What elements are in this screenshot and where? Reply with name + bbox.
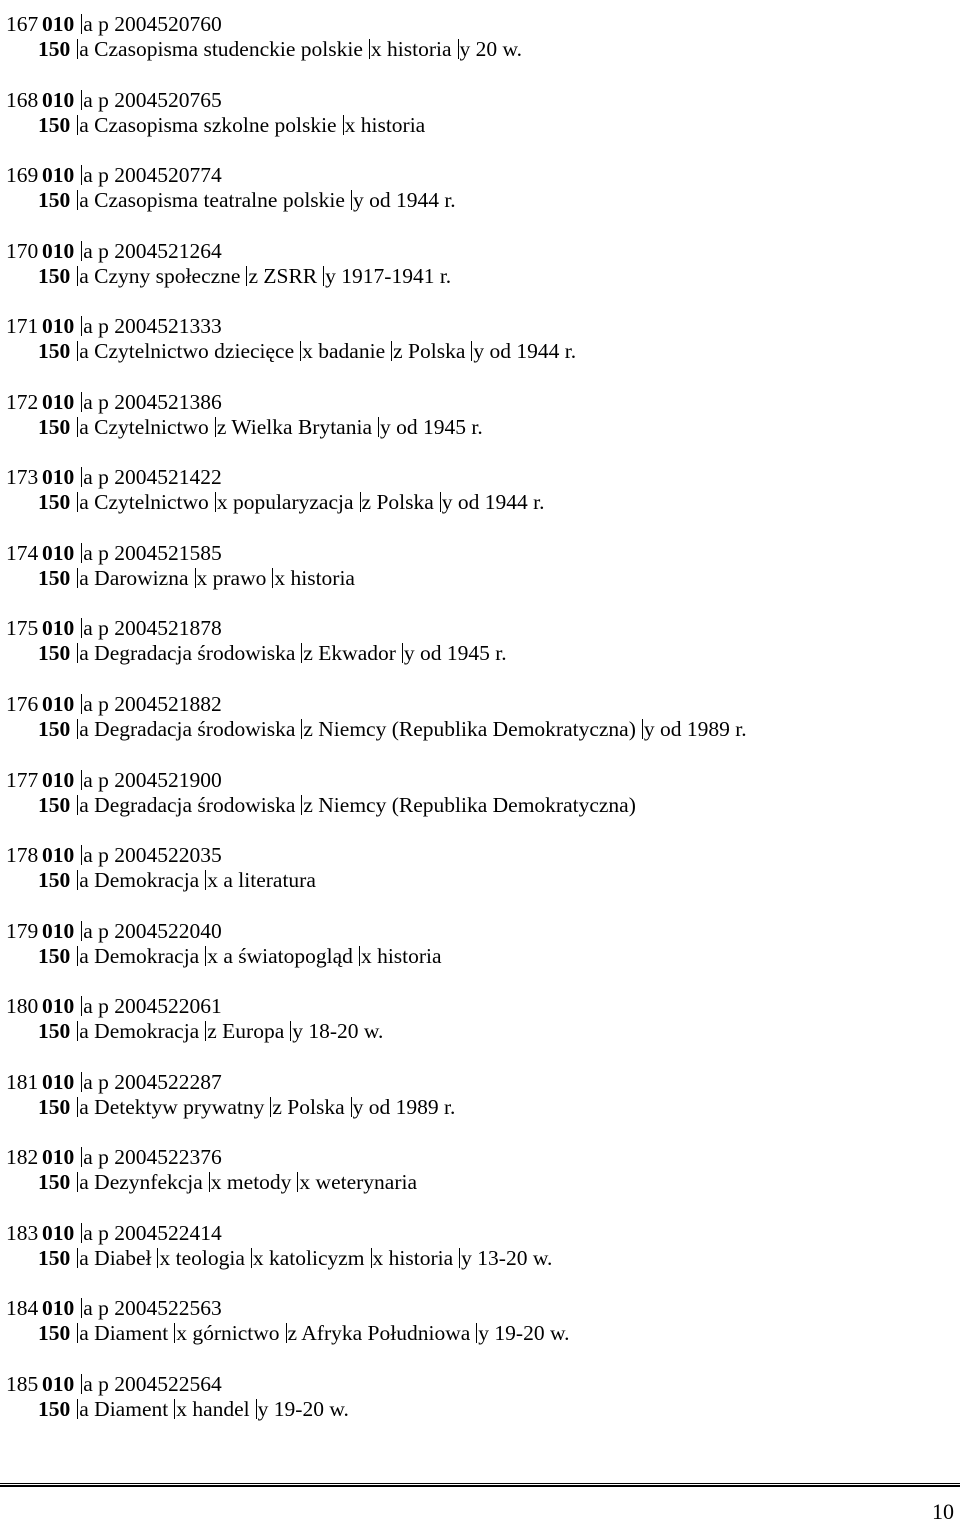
subfield-text: p 2004522414 [98, 1220, 222, 1245]
subfield-code-a: a [83, 1296, 93, 1321]
subfield-text: od 1989 r. [660, 716, 747, 741]
subfield-code-z: z [393, 339, 403, 364]
subfield-code-z: z [303, 641, 313, 666]
subfield-code-x: x [360, 943, 372, 968]
record-line-010 [6, 541, 222, 565]
record-line-010 [6, 1221, 222, 1245]
subfield-code-a: a [79, 37, 89, 61]
subfield-code-z: z [303, 792, 313, 817]
subfield-text: p 2004522287 [98, 1069, 222, 1094]
subfield-separator [440, 492, 441, 512]
field-tag: 150 [38, 188, 71, 213]
subfield-separator [351, 1097, 352, 1117]
subfield-code-y: y [643, 716, 655, 741]
record-line-010 [6, 1372, 222, 1396]
subfield-text: p 2004520774 [98, 163, 222, 188]
subfield-code-z: z [303, 716, 313, 741]
subfield-text: p 2004522040 [98, 918, 222, 943]
subfield-text: p 2004521585 [98, 540, 222, 565]
record-number: 171 [6, 314, 39, 339]
subfield-text: Diament [94, 1396, 169, 1421]
subfield-text: od 1944 r. [489, 339, 577, 364]
subfield-code-a: a [79, 339, 89, 364]
record-number: 182 [6, 1145, 39, 1170]
subfield-code-x: x [299, 1170, 311, 1195]
field-tag: 010 [42, 314, 75, 339]
subfield-text: p 2004522376 [98, 1145, 222, 1170]
subfield-text: p 2004521900 [98, 767, 222, 792]
subfield-text: 19-20 w. [273, 1396, 349, 1421]
record-line-150 [38, 1397, 349, 1421]
subfield-text: od 1945 r. [420, 641, 507, 666]
record-number: 181 [6, 1069, 39, 1094]
subfield-code-a: a [79, 1170, 89, 1195]
subfield-code-y: y [441, 490, 453, 515]
subfield-text: Polska [287, 1094, 345, 1119]
subfield-code-y: y [352, 188, 364, 213]
subfield-text: Wielka Brytania [231, 414, 372, 439]
record-line-150 [38, 113, 425, 137]
record-number: 184 [6, 1296, 39, 1321]
subfield-text: Czasopisma teatralne polskie [94, 188, 345, 213]
subfield-code-a: a [79, 943, 89, 968]
subfield-code-a: a [79, 414, 89, 439]
record-number: 172 [6, 389, 39, 414]
subfield-code-z: z [216, 414, 227, 439]
record-number: 169 [6, 163, 39, 188]
record-line-150 [38, 641, 507, 665]
subfield-text: Czytelnictwo [94, 490, 209, 515]
field-tag: 150 [38, 943, 71, 968]
subfield-code-a: a [79, 1094, 89, 1119]
record-line-150 [38, 264, 451, 288]
record-line-150 [38, 868, 316, 892]
subfield-text: p 2004520765 [98, 87, 222, 112]
field-tag: 010 [42, 843, 75, 868]
subfield-code-a: a [83, 691, 93, 716]
record-number: 180 [6, 994, 39, 1019]
subfield-code-a: a [79, 490, 89, 515]
record-line-150 [38, 490, 545, 514]
subfield-code-a: a [79, 792, 89, 817]
record-line-150 [38, 793, 636, 817]
subfield-code-a: a [79, 1321, 89, 1346]
subfield-code-x: x [372, 1245, 384, 1270]
record-line-150 [38, 944, 442, 968]
field-tag: 010 [42, 465, 75, 490]
subfield-separator [256, 1399, 257, 1419]
subfield-text: górnictwo [192, 1321, 280, 1346]
subfield-text: Czytelnictwo [94, 414, 209, 439]
subfield-text: p 2004522563 [98, 1296, 222, 1321]
subfield-separator [300, 341, 301, 361]
record-number: 176 [6, 691, 39, 716]
subfield-code-y: y [461, 1245, 472, 1270]
subfield-text: Polska [376, 490, 434, 515]
record-number: 185 [6, 1371, 39, 1396]
record-line-150 [38, 1095, 455, 1119]
record-line-010 [6, 88, 222, 112]
subfield-separator [251, 1248, 252, 1268]
field-tag: 150 [38, 1245, 71, 1270]
record-line-010 [6, 465, 222, 489]
record-line-010 [6, 843, 222, 867]
subfield-code-x: x [159, 1245, 171, 1270]
subfield-text: weterynaria [315, 1170, 418, 1195]
record-line-150 [38, 717, 747, 741]
subfield-code-a: a [79, 188, 89, 213]
field-tag: 010 [42, 12, 75, 36]
record-line-150 [38, 1019, 383, 1043]
subfield-separator [458, 39, 459, 59]
subfield-text: Darowizna [94, 565, 189, 590]
subfield-separator [371, 1248, 372, 1268]
subfield-separator [215, 492, 216, 512]
subfield-code-z: z [361, 490, 372, 515]
subfield-separator [215, 417, 216, 437]
record-number: 170 [6, 238, 39, 263]
field-tag: 010 [42, 1145, 75, 1170]
subfield-code-x: x [207, 868, 218, 893]
record-number: 167 [6, 12, 39, 36]
subfield-separator [359, 946, 360, 966]
record-number: 177 [6, 767, 39, 792]
field-tag: 150 [38, 112, 71, 137]
subfield-code-y: y [352, 1094, 364, 1119]
subfield-text: Demokracja [94, 1019, 200, 1044]
field-tag: 150 [38, 641, 71, 666]
field-tag: 150 [38, 868, 71, 893]
subfield-text: historia [388, 1245, 454, 1270]
field-tag: 150 [38, 565, 71, 590]
record-line-150 [38, 415, 483, 439]
field-tag: 010 [42, 389, 75, 414]
subfield-text: prawo [212, 565, 267, 590]
subfield-code-a: a [83, 843, 93, 868]
field-tag: 150 [38, 792, 71, 817]
subfield-text: p 2004521333 [98, 314, 222, 339]
subfield-code-a: a [79, 1019, 89, 1044]
subfield-text: p 2004521264 [98, 238, 222, 263]
subfield-text: Degradacja środowiska [94, 792, 296, 817]
field-tag: 010 [42, 1069, 75, 1094]
subfield-code-a: a [83, 994, 93, 1019]
subfield-code-y: y [379, 414, 391, 439]
subfield-code-x: x [370, 37, 382, 61]
subfield-code-a: a [83, 87, 93, 112]
subfield-text: Czytelnictwo dziecięce [94, 339, 295, 364]
subfield-text: 19-20 w. [494, 1321, 570, 1346]
field-tag: 150 [38, 1396, 71, 1421]
field-tag: 010 [42, 87, 75, 112]
subfield-code-x: x [344, 112, 356, 137]
subfield-code-a: a [83, 540, 93, 565]
subfield-code-a: a [83, 1145, 93, 1170]
subfield-code-y: y [257, 1396, 269, 1421]
subfield-text: p 2004521882 [98, 691, 222, 716]
record-line-150 [38, 188, 456, 212]
subfield-text: Polska [408, 339, 466, 364]
field-tag: 150 [38, 490, 71, 515]
subfield-code-x: x [274, 565, 286, 590]
subfield-text: 18-20 w. [308, 1019, 384, 1044]
subfield-text: handel [192, 1396, 250, 1421]
subfield-code-a: a [79, 112, 89, 137]
subfield-separator [286, 1323, 287, 1343]
record-number: 183 [6, 1220, 39, 1245]
subfield-code-x: x [210, 1170, 222, 1195]
subfield-text: p 2004521422 [98, 465, 222, 490]
subfield-separator [360, 492, 361, 512]
record-number: 178 [6, 843, 39, 868]
subfield-text: katolicyzm [269, 1245, 365, 1270]
subfield-code-x: x [252, 1245, 264, 1270]
subfield-text: teologia [175, 1245, 245, 1270]
subfield-text: 13-20 w. [477, 1245, 553, 1270]
subfield-separator [378, 417, 379, 437]
subfield-separator [195, 568, 196, 588]
subfield-text: Demokracja [94, 868, 200, 893]
record-line-010 [6, 1145, 222, 1169]
field-tag: 150 [38, 263, 71, 288]
subfield-text: a literatura [223, 868, 316, 893]
subfield-text: od 1989 r. [368, 1094, 456, 1119]
field-tag: 010 [42, 994, 75, 1019]
record-line-010 [6, 692, 222, 716]
subfield-text: p 2004521878 [98, 616, 222, 641]
subfield-code-a: a [79, 263, 89, 288]
subfield-code-y: y [459, 37, 471, 61]
subfield-separator [642, 719, 643, 739]
subfield-text: Czasopisma szkolne polskie [94, 112, 337, 137]
subfield-text: p 2004520760 [98, 12, 222, 36]
subfield-code-y: y [403, 641, 415, 666]
subfield-code-a: a [83, 163, 93, 188]
subfield-separator [343, 115, 344, 135]
record-line-010 [6, 314, 222, 338]
subfield-code-a: a [79, 868, 89, 893]
subfield-separator [391, 341, 392, 361]
subfield-code-a: a [83, 1371, 93, 1396]
subfield-text: p 2004522035 [98, 843, 222, 868]
subfield-text: historia [387, 37, 452, 61]
subfield-text: Diabeł [94, 1245, 152, 1270]
field-tag: 150 [38, 37, 71, 61]
subfield-code-a: a [79, 1396, 89, 1421]
field-tag: 150 [38, 716, 71, 741]
record-line-150 [38, 339, 576, 363]
subfield-code-a: a [79, 565, 89, 590]
field-tag: 010 [42, 616, 75, 641]
subfield-code-a: a [83, 918, 93, 943]
subfield-code-z: z [272, 1094, 282, 1119]
subfield-separator [323, 266, 324, 286]
subfield-text: popularyzacja [232, 490, 354, 515]
record-line-010 [6, 390, 222, 414]
subfield-text: historia [360, 112, 426, 137]
subfield-text: Ekwador [318, 641, 396, 666]
record-line-010 [6, 994, 222, 1018]
record-line-150 [38, 37, 522, 61]
subfield-text: 20 w. [475, 37, 523, 61]
subfield-code-x: x [302, 339, 313, 364]
record-line-010 [6, 616, 222, 640]
subfield-code-x: x [196, 565, 208, 590]
subfield-text: Niemcy (Republika Demokratyczna) [318, 792, 636, 817]
field-tag: 150 [38, 1094, 71, 1119]
subfield-code-a: a [83, 1220, 93, 1245]
field-tag: 150 [38, 1170, 71, 1195]
field-tag: 150 [38, 1019, 71, 1044]
subfield-code-y: y [473, 339, 485, 364]
subfield-code-y: y [292, 1019, 303, 1044]
subfield-code-z: z [248, 263, 258, 288]
field-tag: 010 [42, 1296, 75, 1321]
subfield-code-x: x [176, 1321, 187, 1346]
subfield-text: historia [290, 565, 355, 590]
subfield-text: ZSRR [263, 263, 318, 288]
subfield-text: Detektyw prywatny [94, 1094, 265, 1119]
subfield-code-x: x [207, 943, 218, 968]
page-number: 10 [932, 1499, 954, 1524]
subfield-code-y: y [478, 1321, 490, 1346]
field-tag: 010 [42, 163, 75, 188]
field-tag: 010 [42, 238, 75, 263]
record-line-150 [38, 1246, 552, 1270]
field-tag: 010 [42, 767, 75, 792]
subfield-text: p 2004521386 [98, 389, 222, 414]
record-number: 173 [6, 465, 39, 490]
subfield-text: a światopogląd [223, 943, 353, 968]
record-line-010 [6, 768, 222, 792]
subfield-text: Niemcy (Republika Demokratyczna) [318, 716, 636, 741]
subfield-text: Czasopisma studenckie polskie [94, 37, 363, 61]
field-tag: 010 [42, 918, 75, 943]
subfield-text: od 1944 r. [369, 188, 456, 213]
subfield-code-a: a [83, 465, 93, 490]
record-number: 174 [6, 540, 39, 565]
field-tag: 150 [38, 1321, 71, 1346]
field-tag: 150 [38, 414, 71, 439]
subfield-text: historia [377, 943, 442, 968]
subfield-code-x: x [216, 490, 228, 515]
subfield-code-a: a [83, 767, 93, 792]
record-line-150 [38, 566, 355, 590]
field-tag: 010 [42, 1220, 75, 1245]
field-tag: 010 [42, 540, 75, 565]
footer-rule [0, 1483, 960, 1487]
subfield-code-a: a [79, 1245, 89, 1270]
subfield-text: Dezynfekcja [94, 1170, 203, 1195]
subfield-text: 1917-1941 r. [341, 263, 452, 288]
subfield-text: Czyny społeczne [94, 263, 241, 288]
record-number: 168 [6, 87, 39, 112]
subfield-code-y: y [325, 263, 336, 288]
subfield-code-a: a [79, 641, 89, 666]
subfield-code-a: a [83, 616, 93, 641]
subfield-text: p 2004522564 [98, 1371, 222, 1396]
subfield-code-a: a [83, 238, 93, 263]
subfield-code-a: a [83, 314, 93, 339]
subfield-text: Diament [94, 1321, 169, 1346]
record-line-010 [6, 239, 222, 263]
subfield-text: badanie [318, 339, 386, 364]
record-line-150 [38, 1170, 417, 1194]
subfield-text: Afryka Południowa [301, 1321, 471, 1346]
field-tag: 010 [42, 1371, 75, 1396]
record-line-150 [38, 1321, 569, 1345]
field-tag: 150 [38, 339, 71, 364]
subfield-code-x: x [176, 1396, 187, 1421]
subfield-separator [209, 1172, 210, 1192]
subfield-code-a: a [83, 12, 93, 36]
record-line-010 [6, 1070, 222, 1094]
subfield-separator [369, 39, 370, 59]
record-line-010 [6, 163, 222, 187]
record-line-010 [6, 919, 222, 943]
record-number: 179 [6, 918, 39, 943]
record-line-010 [6, 1296, 222, 1320]
subfield-code-a: a [83, 389, 93, 414]
subfield-text: Degradacja środowiska [94, 716, 296, 741]
subfield-text: od 1945 r. [396, 414, 483, 439]
subfield-text: p 2004522061 [98, 994, 222, 1019]
subfield-text: Degradacja środowiska [94, 641, 296, 666]
record-line-010 [6, 12, 222, 36]
subfield-text: od 1944 r. [457, 490, 545, 515]
subfield-text: Demokracja [94, 943, 200, 968]
subfield-separator [351, 190, 352, 210]
subfield-code-z: z [207, 1019, 217, 1044]
subfield-text: Europa [222, 1019, 285, 1044]
subfield-code-a: a [79, 716, 89, 741]
subfield-code-z: z [287, 1321, 298, 1346]
record-number: 175 [6, 616, 39, 641]
subfield-text: metody [226, 1170, 292, 1195]
subfield-separator [402, 643, 403, 663]
subfield-code-a: a [83, 1069, 93, 1094]
field-tag: 010 [42, 691, 75, 716]
subfield-separator [459, 1248, 460, 1268]
